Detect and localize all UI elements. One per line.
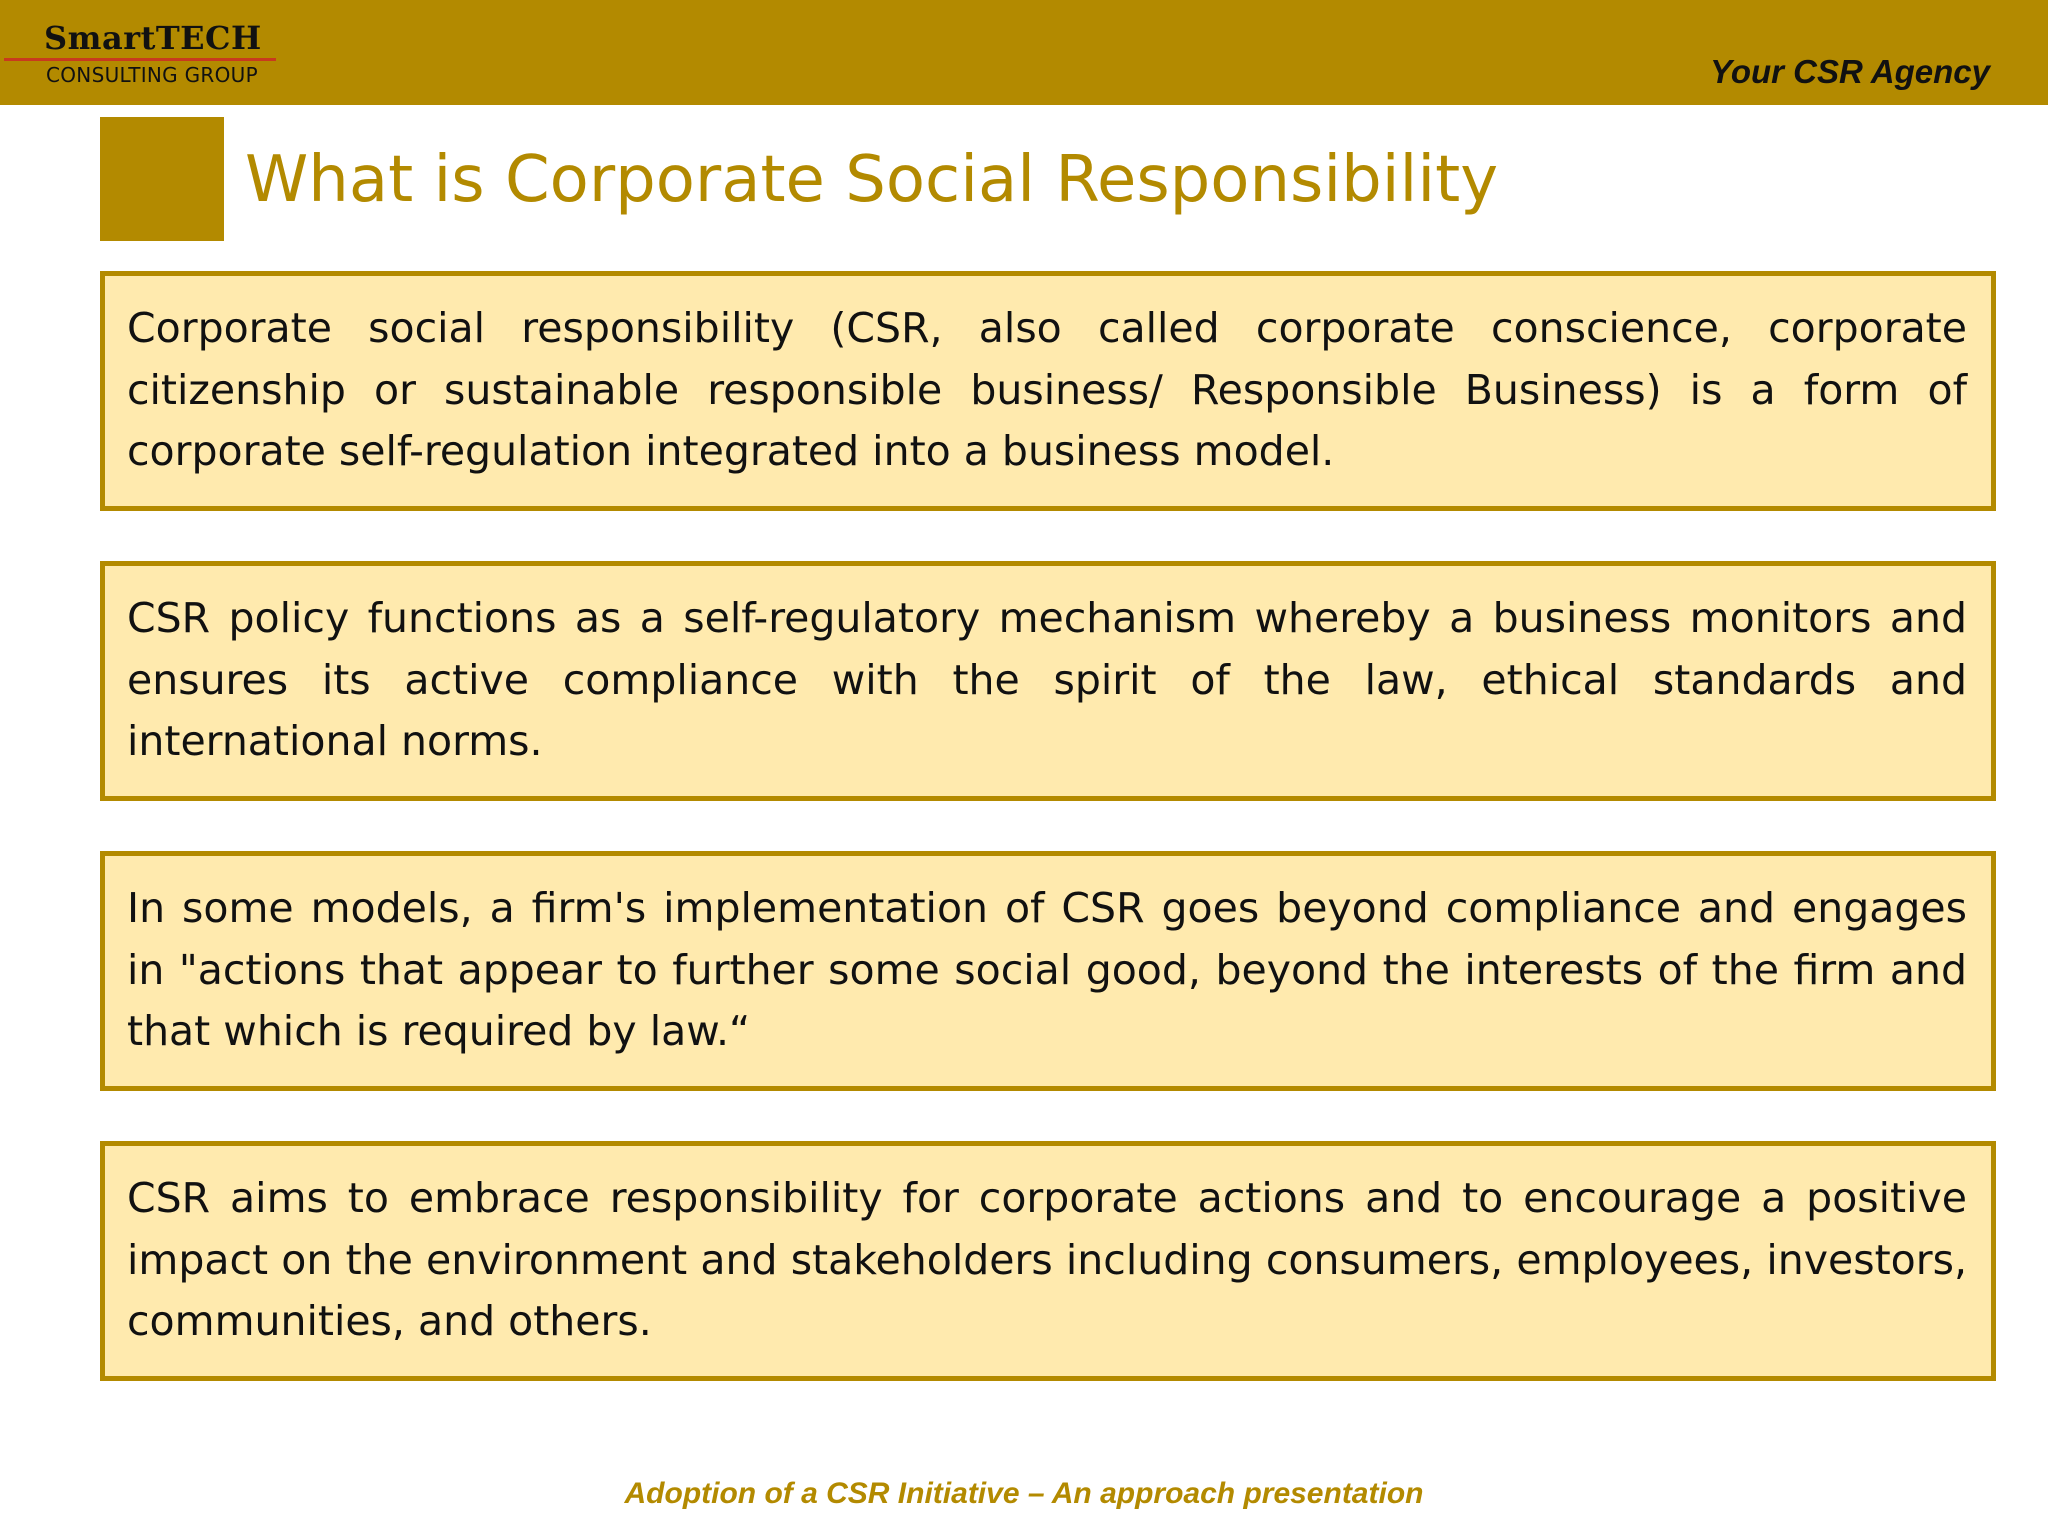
logo-underline [4, 58, 276, 61]
logo-sub-text: CONSULTING GROUP [46, 63, 258, 87]
definition-box-4: CSR aims to embrace responsibility for corporate actions and to encourage a positive impact on the environment and stakeholders including consumers, employees, investors, communities, and others. [100, 1141, 1996, 1381]
page-title: What is Corporate Social Responsibility [245, 143, 1499, 217]
footer-caption: Adoption of a CSR Initiative – An approach presentation [624, 1477, 1424, 1510]
definition-box-1: Corporate social responsibility (CSR, also called corporate conscience, corporate citizenship or sustainable responsible business/ Responsible Business) is a form of corporate self-regulation integrated into a business model. [100, 271, 1996, 511]
logo-main-text: SmartTECH [44, 19, 262, 57]
definition-box-3: In some models, a firm's implementation of CSR goes beyond compliance and engages in "actions that appear to further some social good, beyond the interests of the firm and that which is required by law.“ [100, 851, 1996, 1091]
definition-box-2: CSR policy functions as a self-regulatory mechanism whereby a business monitors and ensures its active compliance with the spirit of the law, ethical standards and international norms. [100, 561, 1996, 801]
header-tagline: Your CSR Agency [1710, 53, 1990, 90]
title-accent-square [100, 117, 224, 241]
header-bar [0, 0, 2048, 105]
company-logo [44, 18, 274, 90]
